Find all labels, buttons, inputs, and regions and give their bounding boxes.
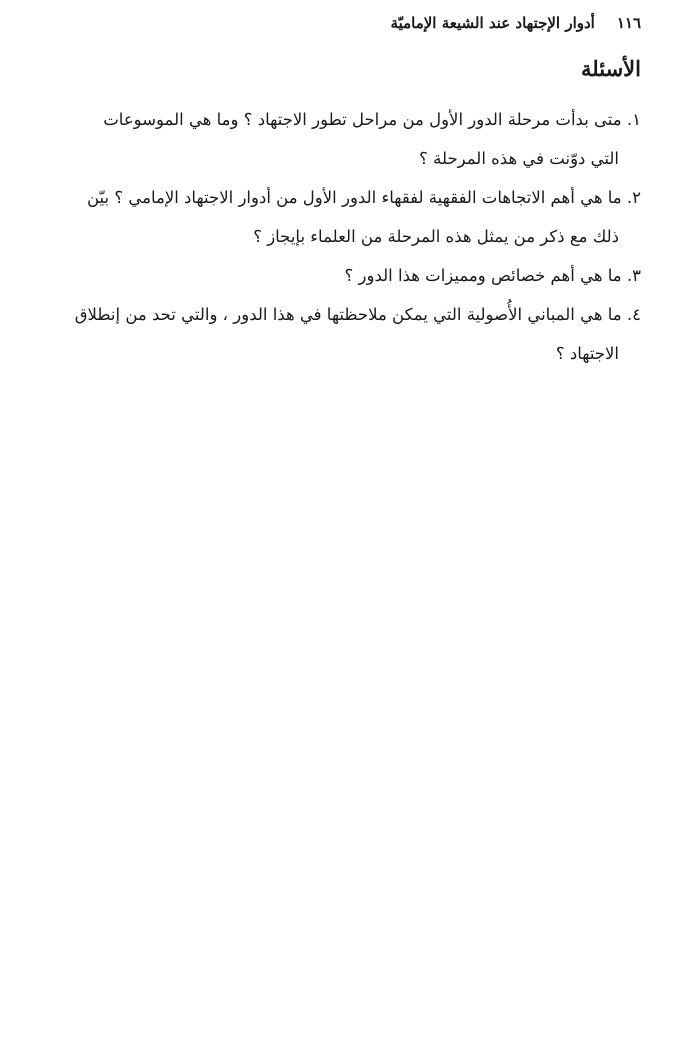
question-text: ٣. ما هي أهم خصائص ومميزات هذا الدور ؟ xyxy=(344,266,641,285)
question-text: ٤. ما هي المباني الأُصولية التي يمكن ملاحظتها في هذا الدور ، والتي تحد من إنطلاق xyxy=(74,305,641,324)
question-item xyxy=(61,100,641,178)
question-item xyxy=(61,256,641,295)
question-item xyxy=(61,178,641,256)
section-heading: الأسئلة xyxy=(581,56,641,81)
question-text-continuation: التي دوّنت في هذه المرحلة ؟ xyxy=(419,149,619,168)
question-text-continuation: الاجتهاد ؟ xyxy=(555,344,619,363)
running-header xyxy=(58,10,641,36)
page-number: ١١٦ xyxy=(616,14,641,32)
book-title: أدوار الإجتهاد عند الشيعة الإماميّة xyxy=(390,14,595,32)
question-text: ١. متى بدأت مرحلة الدور الأول من مراحل تطور الاجتهاد ؟ وما هي الموسوعات xyxy=(103,110,641,129)
question-text-continuation: ذلك مع ذكر من يمثل هذه المرحلة من العلماء بإيجاز ؟ xyxy=(253,227,619,246)
question-item xyxy=(61,295,641,373)
question-text: ٢. ما هي أهم الاتجاهات الفقهية لفقهاء الدور الأول من أدوار الاجتهاد الإمامي ؟ بيّن xyxy=(86,188,641,207)
questions-list xyxy=(61,100,641,373)
